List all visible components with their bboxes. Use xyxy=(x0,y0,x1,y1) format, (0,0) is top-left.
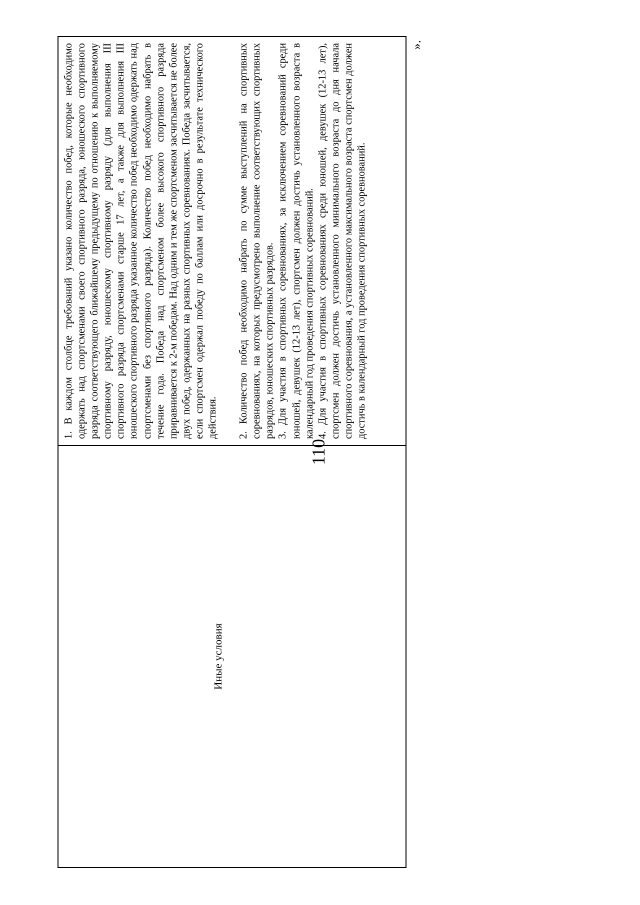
closing-quote: ». xyxy=(408,40,423,50)
paragraph-1: 1. В каждом столбце требований указано количество побед, которые необходимо одержать над спортсменами своего спортивного разряда, юношеского спортивного разряда соответствующего ближайшему предыдущему по отношению к выполняемому спортивному разряду, юношескому спортивному разряду (для выполнения III спортивного разряда спортсменами старше 17 лет, а также для выполнения III юношеского спортивного разряда указанное количество побед необходимо одержать над спортсменами без спортивного разряда). Количество побед необходимо набрать в течение года. Победа над спортсменом более высокого спортивного разряда приравнивается к 2-м победам. Над одним и тем же спортсменом засчитывается не более двух побед, одержанных на разных спортивных соревнованиях. Победа засчитывается, если спортсмен одержал победу по баллам или досрочно в результате технического действия. xyxy=(63,43,219,439)
text-cell xyxy=(58,37,405,445)
rotated-content xyxy=(57,36,423,868)
label-cell xyxy=(58,445,405,867)
page-number: 110 xyxy=(308,438,329,466)
paragraph-3: 3. Для участия в спортивных соревнованиях, за исключением соревнований среди юношей, девушек (12-13 лет), спортсмен должен достичь установленного возраста в календарный год проведения спортивных соревнований. xyxy=(277,43,315,439)
conditions-table xyxy=(57,36,406,868)
label-text: Иные условия xyxy=(212,623,224,690)
paragraph-2: 2. Количество побед необходимо набрать по сумме выступлений на спортивных соревнованиях, на которых предусмотрено выполнение соответствующих спортивных разрядов, юношеских спортивных разрядов. xyxy=(238,43,276,439)
paragraph-4: 4. Для участия в спортивных соревнованиях среди юношей, девушек (12-13 лет), спортсмен должен достичь установленного минимального возраста до дня начала спортивного соревнования, а установленного максимального возраста спортсмен должен достичь в календарный год проведения спортивных соревнований. xyxy=(316,43,367,439)
